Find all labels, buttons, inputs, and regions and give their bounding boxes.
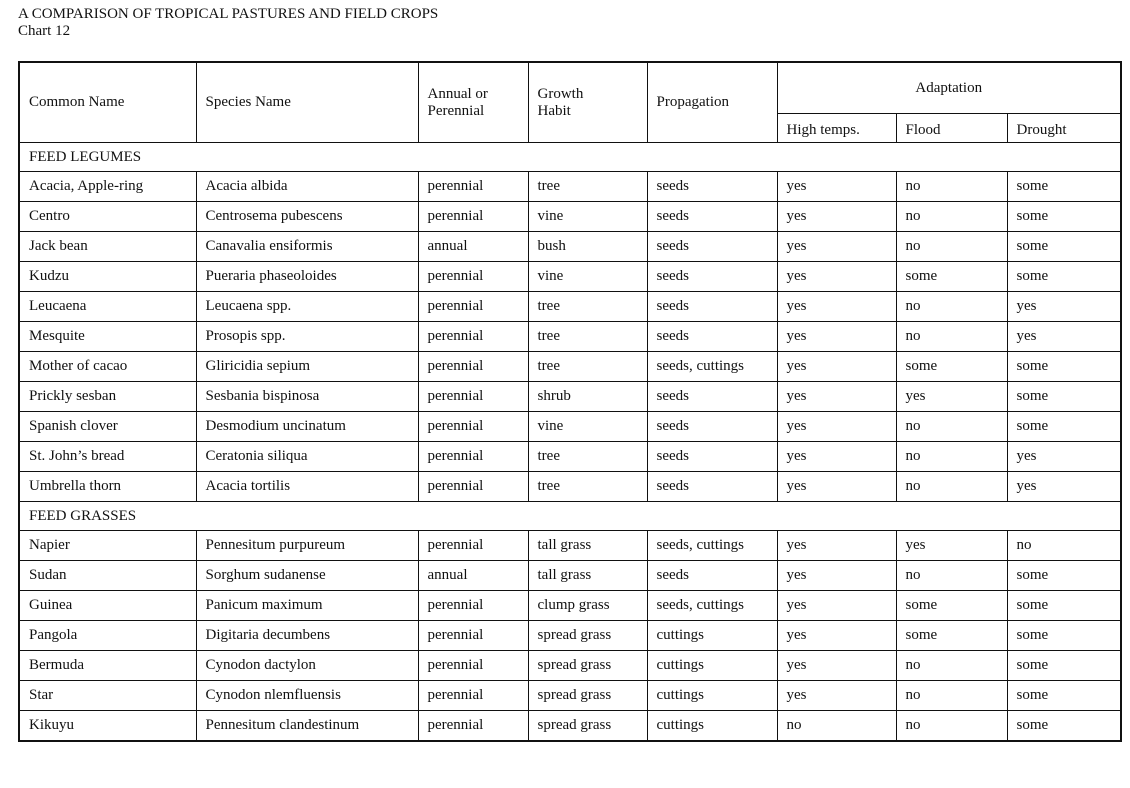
header-flood: Flood: [896, 114, 1007, 143]
table-cell: Cynodon dactylon: [196, 651, 418, 681]
table-row: [19, 681, 1121, 711]
table-cell: seeds: [647, 172, 777, 202]
table-cell: some: [896, 591, 1007, 621]
table-cell: St. John’s bread: [19, 442, 196, 472]
table-cell: yes: [777, 262, 896, 292]
table-cell: Centrosema pubescens: [196, 202, 418, 232]
table-cell: perennial: [418, 172, 528, 202]
table-body: [19, 143, 1121, 742]
table-cell: seeds: [647, 382, 777, 412]
table-cell: annual: [418, 561, 528, 591]
table-cell: some: [1007, 232, 1121, 262]
table-cell: vine: [528, 202, 647, 232]
table-cell: no: [777, 711, 896, 742]
table-cell: perennial: [418, 292, 528, 322]
title-block: [18, 6, 438, 40]
table-cell: yes: [777, 232, 896, 262]
header-annual-line1: Annual or: [427, 85, 488, 102]
table-row: [19, 292, 1121, 322]
table-cell: some: [1007, 651, 1121, 681]
table-cell: some: [1007, 412, 1121, 442]
table-cell: perennial: [418, 382, 528, 412]
table-cell: spread grass: [528, 621, 647, 651]
table-cell: Panicum maximum: [196, 591, 418, 621]
table-cell: perennial: [418, 322, 528, 352]
table-cell: yes: [777, 531, 896, 561]
table-row: [19, 172, 1121, 202]
table-cell: yes: [777, 352, 896, 382]
header-common-name: Common Name: [19, 62, 196, 143]
header-drought: Drought: [1007, 114, 1121, 143]
table-cell: cuttings: [647, 651, 777, 681]
table-cell: annual: [418, 232, 528, 262]
table-cell: no: [896, 681, 1007, 711]
table-cell: spread grass: [528, 711, 647, 742]
table-cell: Canavalia ensiformis: [196, 232, 418, 262]
table-cell: yes: [777, 412, 896, 442]
header-growth-line1: Growth: [537, 85, 584, 102]
header-annual-line2: Perennial: [427, 102, 485, 119]
table-cell: Spanish clover: [19, 412, 196, 442]
table-cell: Mesquite: [19, 322, 196, 352]
header-adaptation: Adaptation: [777, 62, 1121, 114]
table-row: [19, 651, 1121, 681]
section-header-row: [19, 502, 1121, 531]
table-cell: Acacia tortilis: [196, 472, 418, 502]
table-cell: vine: [528, 412, 647, 442]
table-cell: Cynodon nlemfluensis: [196, 681, 418, 711]
table-cell: tree: [528, 172, 647, 202]
table-cell: some: [896, 621, 1007, 651]
table-cell: some: [896, 262, 1007, 292]
table-cell: some: [1007, 621, 1121, 651]
table-cell: perennial: [418, 472, 528, 502]
table-cell: cuttings: [647, 681, 777, 711]
table-cell: Bermuda: [19, 651, 196, 681]
table-cell: some: [1007, 172, 1121, 202]
table-cell: perennial: [418, 681, 528, 711]
table-cell: Pennesitum purpureum: [196, 531, 418, 561]
table-cell: tall grass: [528, 531, 647, 561]
table-cell: yes: [777, 561, 896, 591]
table-cell: Leucaena spp.: [196, 292, 418, 322]
table-row: [19, 591, 1121, 621]
header-growth-habit: [528, 62, 647, 143]
table-cell: yes: [777, 172, 896, 202]
table-cell: yes: [777, 472, 896, 502]
table-cell: some: [1007, 591, 1121, 621]
table-row: [19, 382, 1121, 412]
table-cell: yes: [777, 651, 896, 681]
table-row: [19, 202, 1121, 232]
table-cell: no: [896, 561, 1007, 591]
table-cell: seeds: [647, 442, 777, 472]
table-cell: seeds, cuttings: [647, 531, 777, 561]
table-cell: vine: [528, 262, 647, 292]
table-row: [19, 442, 1121, 472]
table-cell: no: [896, 172, 1007, 202]
table-cell: seeds, cuttings: [647, 352, 777, 382]
table-cell: seeds: [647, 561, 777, 591]
table-cell: perennial: [418, 531, 528, 561]
table-cell: perennial: [418, 262, 528, 292]
table-cell: seeds, cuttings: [647, 591, 777, 621]
table-cell: Kikuyu: [19, 711, 196, 742]
table-cell: no: [896, 202, 1007, 232]
comparison-table: [18, 61, 1122, 742]
table-cell: Sorghum sudanense: [196, 561, 418, 591]
table-row: [19, 412, 1121, 442]
table-cell: no: [896, 472, 1007, 502]
section-label: FEED LEGUMES: [19, 143, 1121, 172]
table-cell: shrub: [528, 382, 647, 412]
table-cell: yes: [1007, 322, 1121, 352]
table-cell: Jack bean: [19, 232, 196, 262]
table-cell: yes: [777, 621, 896, 651]
header-species-name: Species Name: [196, 62, 418, 143]
table-cell: yes: [896, 531, 1007, 561]
table-cell: Guinea: [19, 591, 196, 621]
table-row: [19, 322, 1121, 352]
table-cell: Napier: [19, 531, 196, 561]
table-cell: tree: [528, 472, 647, 502]
table-cell: perennial: [418, 651, 528, 681]
table-cell: yes: [1007, 472, 1121, 502]
table-cell: Sudan: [19, 561, 196, 591]
table-cell: some: [1007, 561, 1121, 591]
section-label: FEED GRASSES: [19, 502, 1121, 531]
table-cell: perennial: [418, 202, 528, 232]
table-cell: clump grass: [528, 591, 647, 621]
table-cell: perennial: [418, 711, 528, 742]
table-cell: seeds: [647, 322, 777, 352]
table-cell: no: [1007, 531, 1121, 561]
table-cell: no: [896, 412, 1007, 442]
chart-number: Chart 12: [18, 23, 71, 39]
table-cell: no: [896, 292, 1007, 322]
table-row: [19, 711, 1121, 742]
table-cell: yes: [777, 322, 896, 352]
table-cell: Acacia, Apple-ring: [19, 172, 196, 202]
header-annual-perennial: [418, 62, 528, 143]
table-cell: seeds: [647, 202, 777, 232]
table-cell: spread grass: [528, 681, 647, 711]
table-cell: Umbrella thorn: [19, 472, 196, 502]
table-cell: spread grass: [528, 651, 647, 681]
table-cell: yes: [1007, 442, 1121, 472]
table-row: [19, 232, 1121, 262]
table-cell: Acacia albida: [196, 172, 418, 202]
table-cell: seeds: [647, 292, 777, 322]
table-cell: Leucaena: [19, 292, 196, 322]
table-cell: no: [896, 322, 1007, 352]
table-cell: some: [1007, 681, 1121, 711]
header-growth-line2: Habit: [537, 102, 571, 119]
table-row: [19, 561, 1121, 591]
table-cell: no: [896, 711, 1007, 742]
table-cell: Mother of cacao: [19, 352, 196, 382]
table-cell: yes: [777, 681, 896, 711]
table-cell: yes: [1007, 292, 1121, 322]
table-cell: some: [896, 352, 1007, 382]
table-cell: tall grass: [528, 561, 647, 591]
header-high-temps: High temps.: [777, 114, 896, 143]
table-cell: Ceratonia siliqua: [196, 442, 418, 472]
table-row: [19, 531, 1121, 561]
table-cell: tree: [528, 442, 647, 472]
table-cell: yes: [777, 292, 896, 322]
table-cell: some: [1007, 262, 1121, 292]
table-cell: cuttings: [647, 621, 777, 651]
table-cell: bush: [528, 232, 647, 262]
table-cell: seeds: [647, 262, 777, 292]
table-cell: Prickly sesban: [19, 382, 196, 412]
table-cell: Prosopis spp.: [196, 322, 418, 352]
table-cell: perennial: [418, 621, 528, 651]
table-cell: no: [896, 232, 1007, 262]
table-cell: Gliricidia sepium: [196, 352, 418, 382]
table-cell: tree: [528, 292, 647, 322]
table-cell: tree: [528, 352, 647, 382]
table-cell: Pueraria phaseoloides: [196, 262, 418, 292]
table-row: [19, 262, 1121, 292]
header-propagation: Propagation: [647, 62, 777, 143]
table-cell: Pennesitum clandestinum: [196, 711, 418, 742]
table-cell: perennial: [418, 591, 528, 621]
table-cell: yes: [777, 442, 896, 472]
table-cell: some: [1007, 711, 1121, 742]
table-cell: Digitaria decumbens: [196, 621, 418, 651]
page-title: A COMPARISON OF TROPICAL PASTURES AND FIELD CROPS: [18, 6, 439, 22]
table-cell: cuttings: [647, 711, 777, 742]
table-cell: some: [1007, 382, 1121, 412]
table-cell: perennial: [418, 412, 528, 442]
table-cell: some: [1007, 352, 1121, 382]
table-cell: no: [896, 442, 1007, 472]
table-cell: perennial: [418, 442, 528, 472]
table-row: [19, 472, 1121, 502]
table-cell: yes: [777, 202, 896, 232]
table-row: [19, 352, 1121, 382]
table-cell: Centro: [19, 202, 196, 232]
table-cell: no: [896, 651, 1007, 681]
table-row: [19, 621, 1121, 651]
table-cell: Sesbania bispinosa: [196, 382, 418, 412]
table-cell: seeds: [647, 472, 777, 502]
section-header-row: [19, 143, 1121, 172]
table-cell: Desmodium uncinatum: [196, 412, 418, 442]
table-cell: yes: [777, 382, 896, 412]
table-cell: tree: [528, 322, 647, 352]
table-cell: seeds: [647, 232, 777, 262]
table-cell: yes: [896, 382, 1007, 412]
table-cell: perennial: [418, 352, 528, 382]
table-cell: Kudzu: [19, 262, 196, 292]
table-cell: Pangola: [19, 621, 196, 651]
table-cell: seeds: [647, 412, 777, 442]
table-cell: some: [1007, 202, 1121, 232]
table-cell: Star: [19, 681, 196, 711]
table-cell: yes: [777, 591, 896, 621]
